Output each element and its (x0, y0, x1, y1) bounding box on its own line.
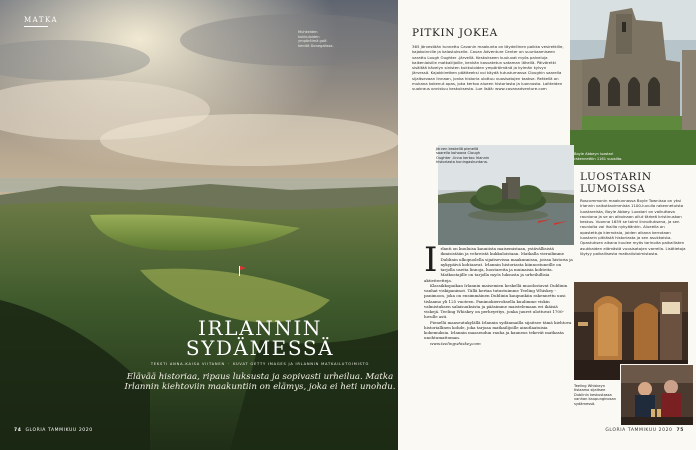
sidebar-title-abbey (580, 172, 652, 195)
sidebar-paragraph-river: 365 järvestään tunnettu Cavanin maakunta on täydellinen paikka vesiretkille, kajakoinnille ja kalastukselle. Cavan Adventure Center on suuntaamiseen varattu Lough Oughter -järvellä. Keskukseen kuuluvat myös palveluja kaikenlaisille matkailijoille, kenkän kasvatetun sataman lähellä. Päiväretki sisältää kävelyn sinisten kukkuloiden ympäröimänä ja kylmän kylvyn järvessä. Kajakkiretken päätteeksi voi käydä tutustumassa Cloughin saarella sijaitsevaan linnaan, jonka historia ulottuu vuosisatojen taakse. Retkellä on mukana kokenut opas, joka kertoo alueen historiasta ja luonnosta. Laitteiden vuokraus onnistuu keskuksesta. Lue lisää: www.cavanadventure.com (412, 44, 564, 92)
folio-left (14, 428, 93, 433)
sidebar-title-river: PITKIN JOKEA (412, 27, 498, 39)
lake-caption: Järven keskellä pienellä saarella kohoava Clough Oughter -linna kertoo Irlannin historiasta kuningaskuntana. (436, 147, 490, 165)
byline-photo: KUVAT GETTY IMAGES JA IRLANNIN MATKAILUTOIMISTO (232, 362, 370, 366)
photo-caption: Muhkeiden kukkuloiden ympäröimä golf-kenttä Donegalissa. (298, 30, 334, 48)
sidebar-paragraph-abbey: Roscommonin maakunnassa Boyle Townissa on yksi Irlannin vaikuttavimmista 1100-luvulla rakennetuista luostareista, Boyle Abbey. Luostari on vaikuttava rauniona ja se on aikoinaan ollut tärkeä kristinuskon keskus. Vuonna 1659 se toimi linnoituksena, ja sen raunioita voi ihailla nykyäänkin. Alueella on opastettuja kierroksia, joiden aikana kerrotaan luostarin pitkästä historiasta ja sen asukkaista. Opastuksen aikana kuulee myös tarinoita paikallisten asukkaiden elämästä vuosisatojen varrella. Lisätietoja löytyy paikallisesta matkailutoimistosta. (580, 198, 686, 256)
folio-right (605, 428, 684, 433)
sidebar-text-abbey (580, 198, 686, 256)
folio-label-right: GLORIA TAMMIKUU 2020 (605, 428, 673, 433)
main-paragraph-3: Pienellä maaseutukylällä Irlannin sydänmailla sijaitsee tämä kiehtova historiallinen kohde, joka tarjoaa matkailijoille ainutlaatuisia kokemuksia. Irlannin maaseudun rauha ja kauneus tekevät matkasta unohtumattoman. (424, 319, 572, 341)
main-paragraph-1: rlanti on kuuluisa kauniista maisemistaan, ystävällisistä ihmisistään ja vehreistä kukkuloistaan. Matkalla vierailimme Dublinin ulkopuolella sijaitsevissa maakunnissa, joissa historia ja nykypäivä kohtaavat. Irlannin historiasta kiinnostuneille on tarjolla useita linnoja, luostareita ja muinaisia kohteita. Matkustajille on tarjolla myös luksusta ja urheilullisia aktiviteetteja. (424, 246, 573, 283)
abbey-caption: Boyle Abbeyn luostari rakennettiin 1161 vuosilta. (574, 152, 623, 161)
drop-cap: I (424, 240, 438, 280)
page-number-left: 74 (14, 428, 22, 433)
article-title-line-2: SYDÄMESSÄ (185, 336, 335, 360)
sidebar-title-abbey-line-2: LUMOISSA (580, 182, 646, 195)
page-number-right: 75 (676, 428, 684, 433)
main-paragraph-2: Klassikkopaikan Irlannin maisemien keskellä muodostavat Dublinin vanhat viskipanimot. Tällä kertaa tutustuimme Teeling Whiskey -panimoon, joka on ensimmäinen Dublinin kaupunkiin rakennettu uusi tislaamo yli 125 vuoteen. Panimokierroksella kuulimme viskin valmistuksen salaisuuksista ja pääsimme maistelemaan eri ikäisiä viskejä. Teeling Whiskey on perheyritys, jonka juuret ulottuvat 1700-luvulle asti. (424, 282, 568, 320)
main-article-body (424, 240, 574, 346)
right-page (398, 0, 696, 450)
article-title-line-1: IRLANNIN (198, 316, 322, 340)
sidebar-title-abbey-line-1: LUOSTARIN (580, 171, 652, 183)
sidebar-text-river (412, 44, 564, 92)
byline: TEKSTI ANNA-KAISA VIITANEN · KUVAT GETTY IMAGES JA IRLANNIN MATKAILUTOIMISTO (150, 362, 370, 366)
byline-text: TEKSTI ANNA-KAISA VIITANEN (150, 362, 225, 366)
folio-label-left: GLORIA TAMMIKUU 2020 (25, 428, 93, 433)
article-title-block (120, 318, 398, 393)
distillery-caption: Teeling Whiskeyn tislaamo sijaitsee Dublinin keskustassa vanhan kaupunginosan sydämessä. (574, 384, 616, 406)
abbey-photo (570, 0, 696, 165)
tasting-photo (620, 364, 694, 426)
section-tag: MATKA (24, 16, 59, 24)
article-title (120, 318, 398, 358)
section-tag-rule (24, 26, 48, 27)
article-lede: Elävää historiaa, ripaus luksusta ja sopivasti urheilua. Matka Irlannin kiehtoviin maakuntiin on elämys, joka ei heti unohdu. (124, 372, 396, 393)
main-article-url[interactable]: www.teelingwhiskey.com (430, 340, 481, 346)
